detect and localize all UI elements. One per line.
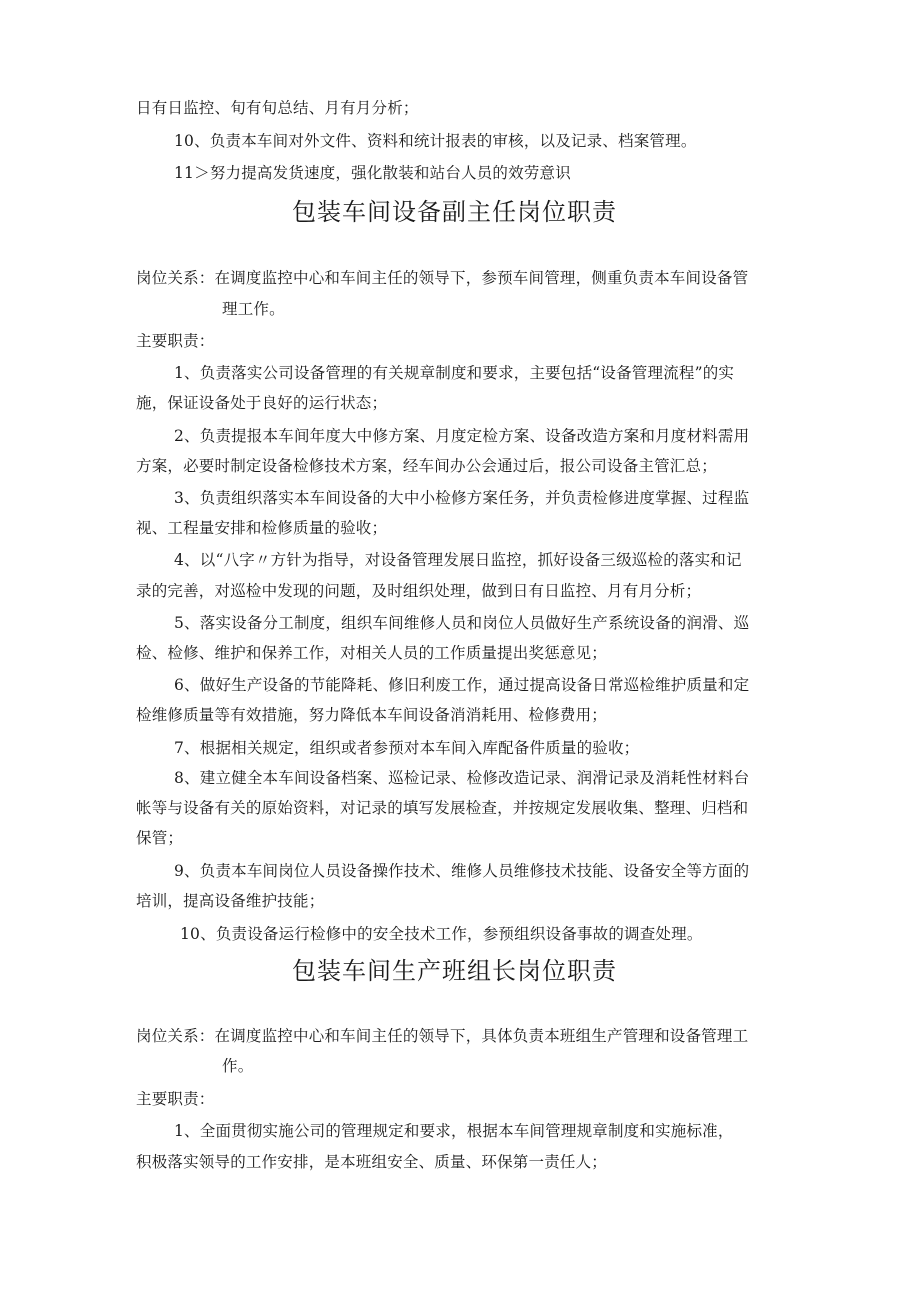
- post-relation-text: 作。: [222, 1057, 254, 1075]
- duty-item: 积极落实领导的工作安排，是本班组安全、质量、环保第一责任人；: [136, 1153, 608, 1171]
- duty-item: 4、以“八字〃方针为指导，对设备管理发展日监控，抓好设备三级巡检的落实和记: [174, 551, 742, 569]
- duty-item: 方案，必要时制定设备检修技术方案，经车间办公会通过后，报公司设备主管汇总；: [136, 457, 717, 475]
- post-relation-text: 岗位关系：在调度监控中心和车间主任的领导下，具体负责本班组生产管理和设备管理工: [136, 1027, 749, 1045]
- duty-item: 2、负责提报本车间年度大中修方案、月度定检方案、设备改造方案和月度材料需用: [174, 427, 750, 445]
- section-title: 包装车间设备副主任岗位职责: [292, 198, 617, 226]
- duty-item: 10、负责设备运行检修中的安全技术工作，参预组织设备事故的调查处理。: [180, 925, 703, 943]
- duty-item: 5、落实设备分工制度，组织车间维修人员和岗位人员做好生产系统设备的润滑、巡: [174, 614, 750, 632]
- duty-item: 录的完善，对巡检中发现的问题，及时组织处理，做到日有日监控、月有月分析；: [136, 582, 702, 600]
- text-line: 10、负责本车间对外文件、资料和统计报表的审核，以及记录、档案管理。: [174, 132, 697, 150]
- post-relation-text: 理工作。: [222, 300, 285, 318]
- duty-item: 施，保证设备处于良好的运行状态；: [136, 394, 388, 412]
- duty-item: 培训，提高设备维护技能；: [136, 892, 325, 910]
- duty-item: 8、建立健全本车间设备档案、巡检记录、检修改造记录、润滑记录及消耗性材料台: [174, 769, 750, 787]
- duty-item: 6、做好生产设备的节能降耗、修旧利废工作，通过提高设备日常巡检维护质量和定: [174, 676, 750, 694]
- duty-item: 9、负责本车间岗位人员设备操作技术、维修人员维修技术技能、设备安全等方面的: [174, 862, 750, 880]
- duty-item: 视、工程量安排和检修质量的验收；: [136, 519, 388, 537]
- duty-item: 1、负责落实公司设备管理的有关规章制度和要求，主要包括“设备管理流程”的实: [174, 364, 735, 382]
- duty-item: 帐等与设备有关的原始资料，对记录的填写发展检查，并按规定发展收集、整理、归档和: [136, 799, 749, 817]
- text-line: 日有日监控、旬有旬总结、月有月分析；: [136, 99, 419, 117]
- duty-item: 保管；: [136, 829, 184, 847]
- section-title: 包装车间生产班组长岗位职责: [292, 957, 617, 985]
- duties-label: 主要职责：: [136, 332, 215, 350]
- post-relation-text: 岗位关系：在调度监控中心和车间主任的领导下，参预车间管理，侧重负责本车间设备管: [136, 269, 749, 287]
- duty-item: 7、根据相关规定，组织或者参预对本车间入库配备件质量的验收；: [174, 739, 640, 757]
- text-line: 11＞努力提高发货速度，强化散装和站台人员的效劳意识: [174, 164, 571, 182]
- duty-item: 3、负责组织落实本车间设备的大中小检修方案任务，并负责检修进度掌握、过程监: [174, 489, 750, 507]
- duty-item: 1、全面贯彻实施公司的管理规定和要求，根据本车间管理规章制度和实施标准，: [174, 1122, 734, 1140]
- duty-item: 检维修质量等有效措施，努力降低本车间设备消消耗用、检修费用；: [136, 706, 608, 724]
- duties-label: 主要职责：: [136, 1090, 215, 1108]
- duty-item: 检、检修、维护和保养工作，对相关人员的工作质量提出奖惩意见；: [136, 644, 608, 662]
